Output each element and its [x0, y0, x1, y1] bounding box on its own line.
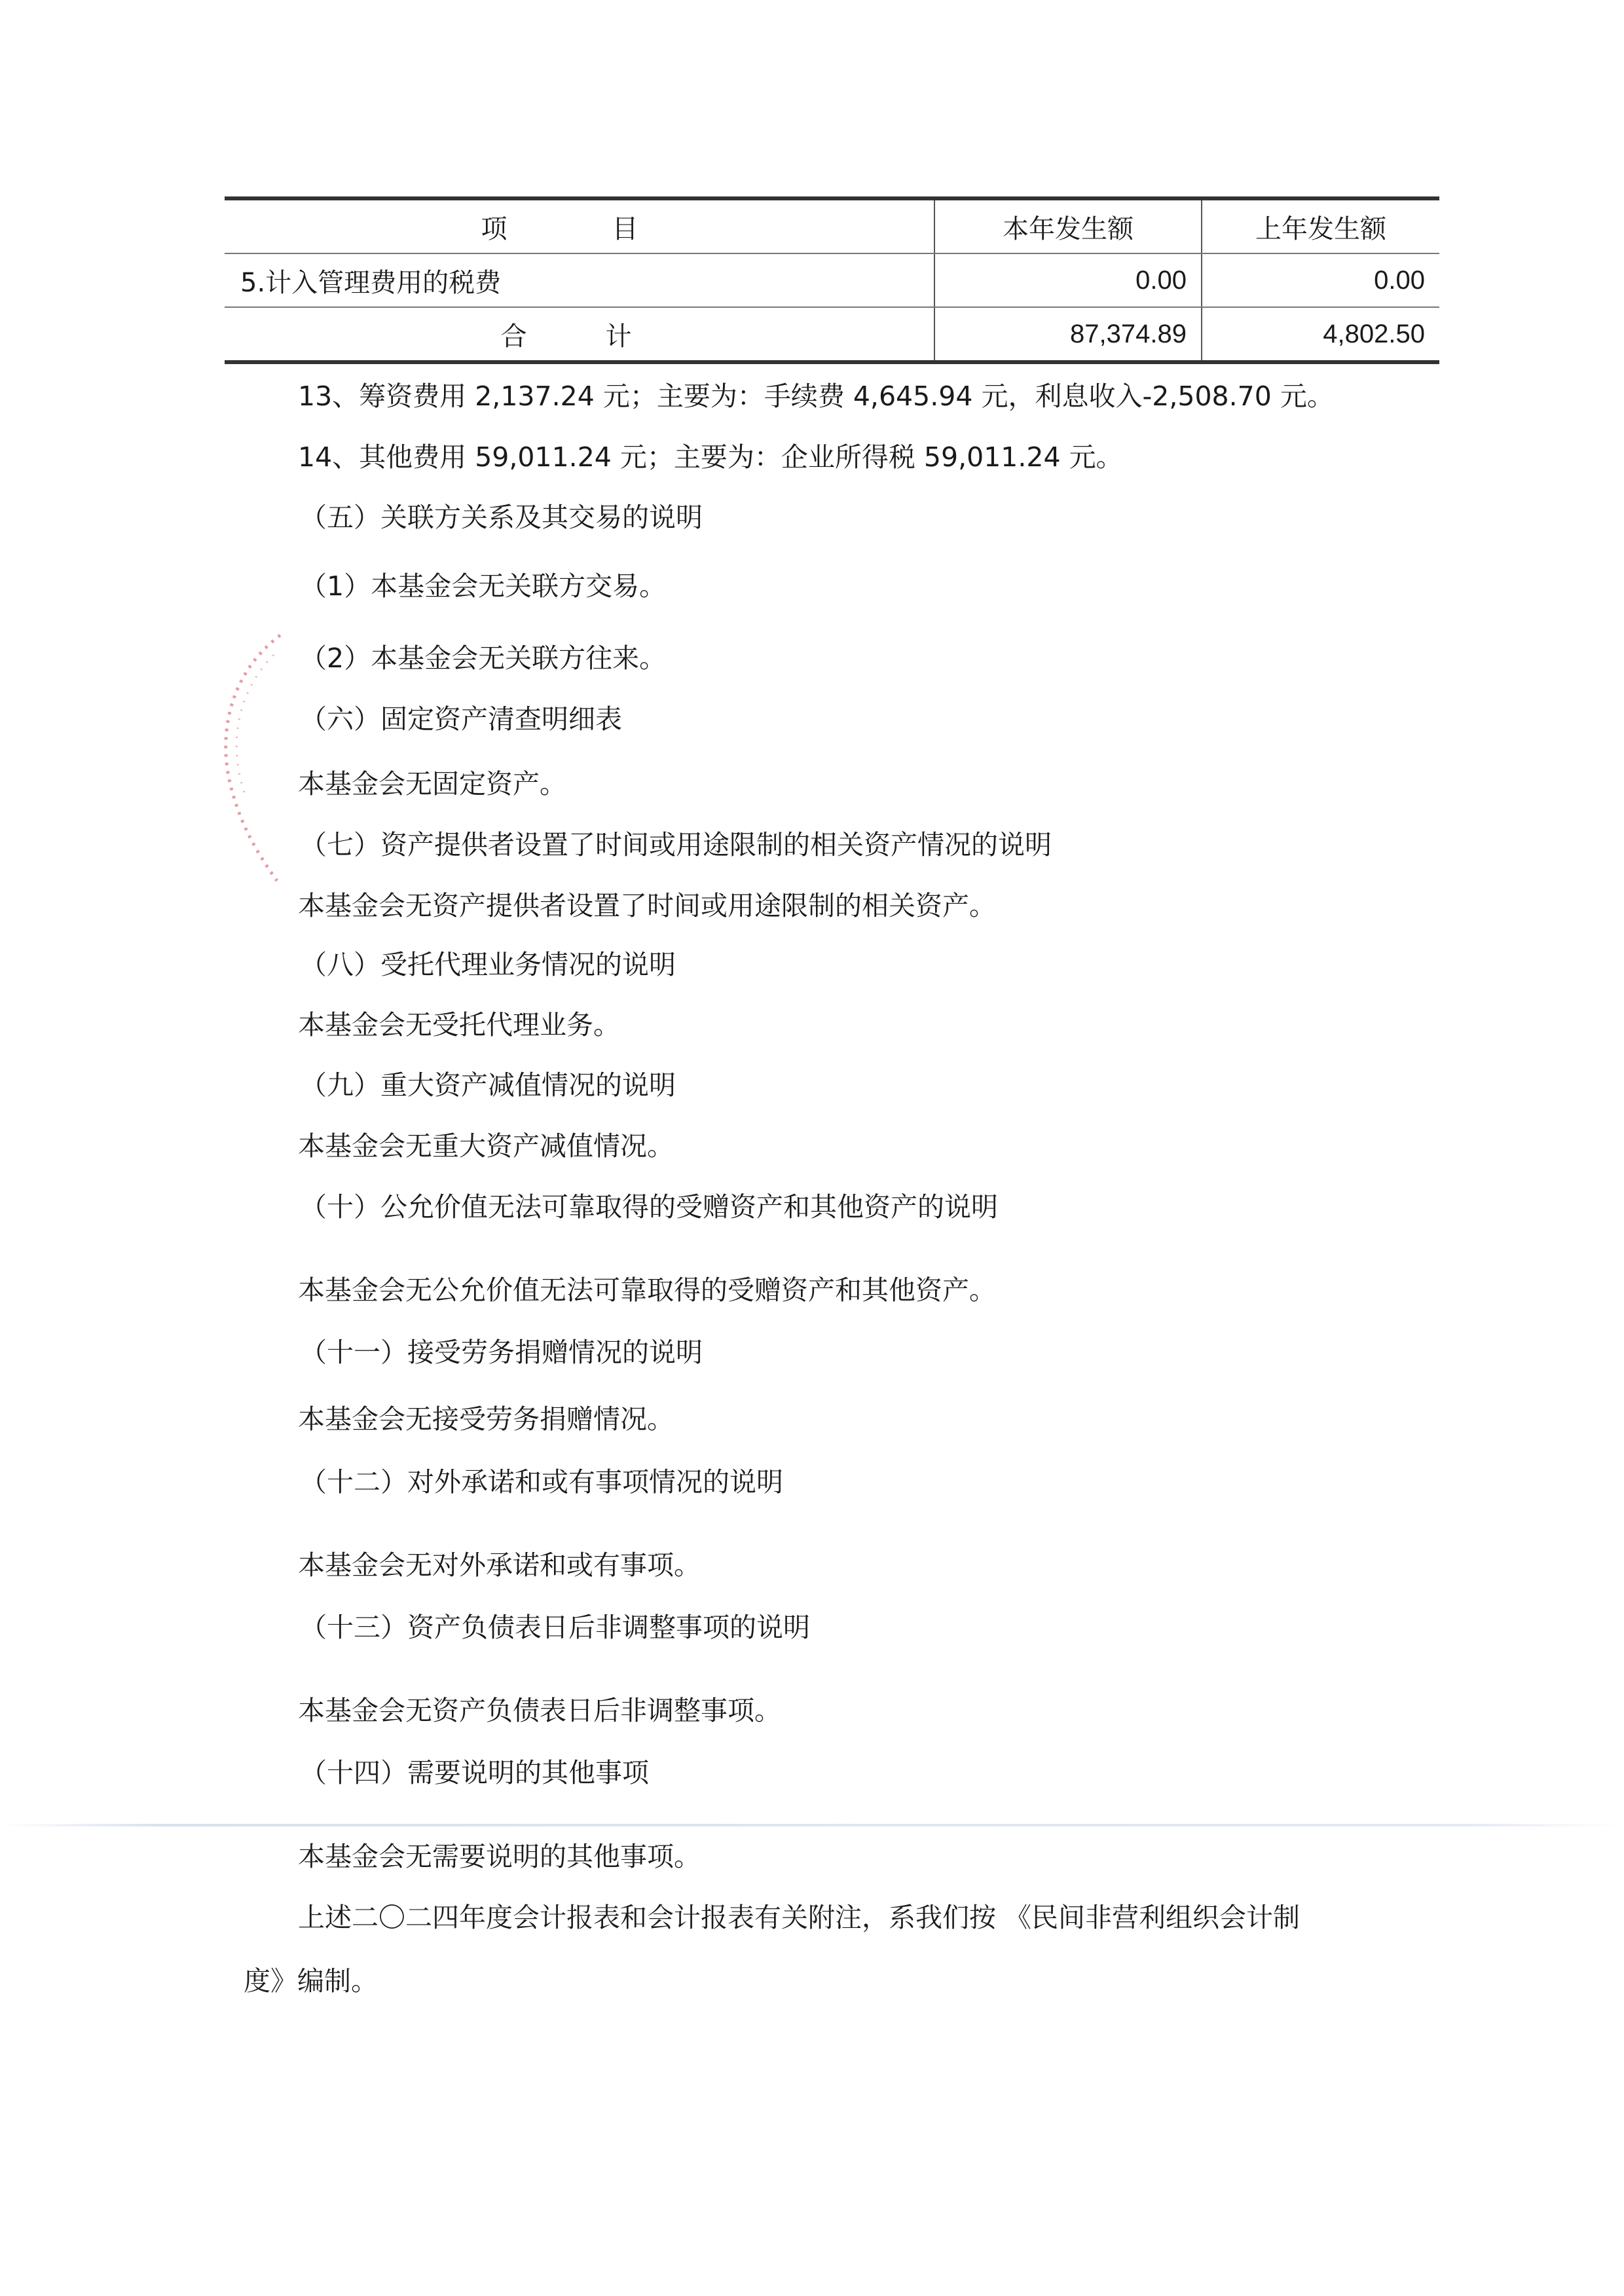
section-heading-subsequent-events: （十三）资产负债表日后非调整事项的说明	[300, 1612, 810, 1643]
row-previous: 0.00	[1202, 253, 1439, 307]
header-previous-year: 上年发生额	[1202, 198, 1439, 253]
section-heading-commitments: （十二）对外承诺和或有事项情况的说明	[300, 1466, 783, 1498]
red-seal-stamp-edge	[208, 629, 287, 891]
total-current: 87,374.89	[934, 307, 1202, 362]
total-label: 合 计	[225, 307, 934, 362]
closing-statement-line2: 度》编制。	[244, 1965, 378, 1997]
scan-artifact-line	[0, 1824, 1624, 1826]
paragraph-impairment: 本基金会无重大资产减值情况。	[298, 1130, 674, 1162]
paragraph-fair-value: 本基金会无公允价值无法可靠取得的受赠资产和其他资产。	[298, 1274, 996, 1306]
paragraph-financing-cost: 13、筹资费用 2,137.24 元；主要为：手续费 4,645.94 元，利息收入-2,508.70 元。	[298, 380, 1334, 412]
section-heading-fair-value: （十）公允价值无法可靠取得的受赠资产和其他资产的说明	[300, 1191, 998, 1223]
section-heading-fixed-assets: （六）固定资产清查明细表	[300, 703, 622, 735]
section-heading-related-parties: （五）关联方关系及其交易的说明	[300, 502, 703, 533]
paragraph-restricted-assets: 本基金会无资产提供者设置了时间或用途限制的相关资产。	[298, 890, 996, 921]
section-heading-other-matters: （十四）需要说明的其他事项	[300, 1757, 649, 1788]
table-total-row	[225, 307, 1439, 362]
paragraph-commitments: 本基金会无对外承诺和或有事项。	[298, 1549, 701, 1581]
header-item: 项 目	[225, 198, 934, 253]
expense-table	[225, 196, 1439, 364]
total-previous: 4,802.50	[1202, 307, 1439, 362]
header-current-year: 本年发生额	[934, 198, 1202, 253]
closing-statement-line1: 上述二〇二四年度会计报表和会计报表有关附注，系我们按 《民间非营利组织会计制	[298, 1902, 1301, 1933]
paragraph-agency-business: 本基金会无受托代理业务。	[298, 1009, 620, 1041]
paragraph-related-transactions: （1）本基金会无关联方交易。	[300, 570, 667, 602]
paragraph-subsequent-events: 本基金会无资产负债表日后非调整事项。	[298, 1695, 781, 1726]
table-row	[225, 253, 1439, 307]
row-item: 5.计入管理费用的税费	[225, 253, 934, 307]
section-heading-restricted-assets: （七）资产提供者设置了时间或用途限制的相关资产情况的说明	[300, 829, 1052, 861]
row-current: 0.00	[934, 253, 1202, 307]
section-heading-labor-donation: （十一）接受劳务捐赠情况的说明	[300, 1337, 703, 1368]
paragraph-labor-donation: 本基金会无接受劳务捐赠情况。	[298, 1403, 674, 1435]
paragraph-related-accounts: （2）本基金会无关联方往来。	[300, 642, 667, 674]
section-heading-agency-business: （八）受托代理业务情况的说明	[300, 949, 676, 980]
paragraph-other-cost: 14、其他费用 59,011.24 元；主要为：企业所得税 59,011.24 元。	[298, 441, 1123, 473]
table-header-row	[225, 198, 1439, 253]
paragraph-other-matters: 本基金会无需要说明的其他事项。	[298, 1841, 701, 1872]
section-heading-impairment: （九）重大资产减值情况的说明	[300, 1069, 676, 1101]
paragraph-fixed-assets: 本基金会无固定资产。	[298, 768, 566, 800]
